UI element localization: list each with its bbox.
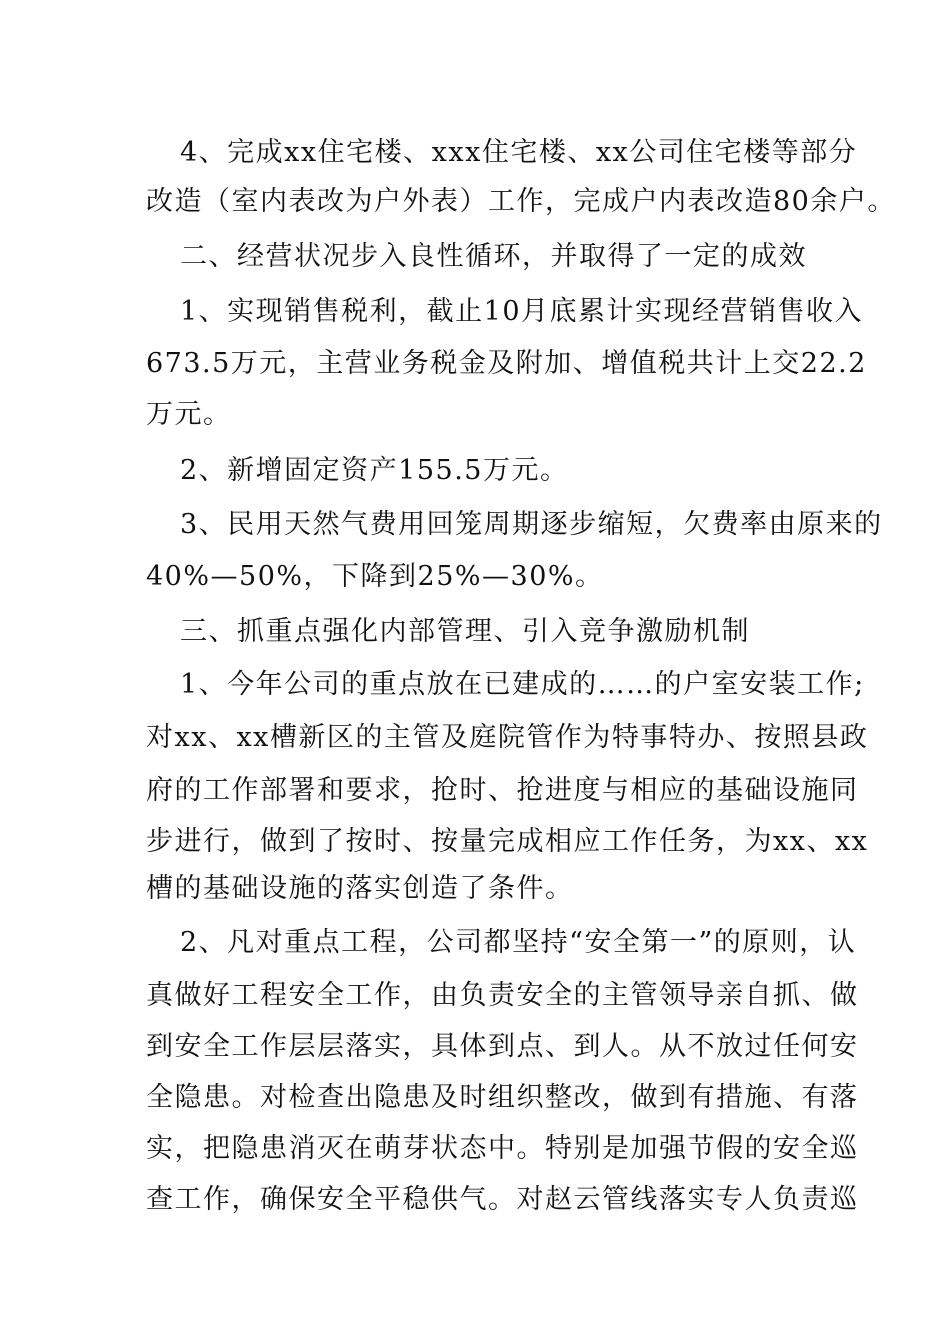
- paragraph-3-1-line-3: 府的工作部署和要求，抢时、抢进度与相应的基础设施同: [146, 775, 859, 806]
- paragraph-3-2-line-5: 实，把隐患消灭在萌芽状态中。特别是加强节假的安全巡: [146, 1133, 859, 1164]
- section-heading-2: 二、经营状况步入良性循环，并取得了一定的成效: [180, 241, 807, 272]
- paragraph-3-1-line-5: 槽的基础设施的落实创造了条件。: [146, 873, 574, 904]
- paragraph-3-2-line-1: 2、凡对重点工程，公司都坚持“安全第一”的原则，认: [180, 927, 857, 958]
- paragraph-2-2: 2、新增固定资产155.5万元。: [180, 455, 569, 486]
- paragraph-3-2-line-2: 真做好工程安全工作，由负责安全的主管领导亲自抓、做: [146, 980, 859, 1011]
- paragraph-2-1-line-2: 673.5万元，主营业务税金及附加、增值税共计上交22.2: [146, 348, 867, 379]
- paragraph-3-1-line-2: 对xx、xx槽新区的主管及庭院管作为特事特办、按照县政: [146, 722, 869, 753]
- paragraph-item-4-line-1: 4、完成xx住宅楼、xxx住宅楼、xx公司住宅楼等部分: [180, 137, 858, 168]
- paragraph-2-3-line-1: 3、民用天然气费用回笼周期逐步缩短，欠费率由原来的: [180, 509, 883, 540]
- paragraph-2-3-line-2: 40%—50%，下降到25%—30%。: [146, 561, 604, 592]
- paragraph-2-1-line-3: 万元。: [146, 399, 232, 430]
- section-heading-3: 三、抓重点强化内部管理、引入竞争激励机制: [180, 616, 750, 647]
- paragraph-3-2-line-4: 全隐患。对检查出隐患及时组织整改，做到有措施、有落: [146, 1082, 859, 1113]
- paragraph-3-1-line-1: 1、今年公司的重点放在已建成的……的户室安装工作;: [180, 669, 865, 700]
- paragraph-3-2-line-6: 查工作，确保安全平稳供气。对赵云管线落实专人负责巡: [146, 1184, 859, 1215]
- paragraph-3-1-line-4: 步进行，做到了按时、按量完成相应工作任务，为xx、xx: [146, 826, 869, 857]
- paragraph-2-1-line-1: 1、实现销售税利，截止10月底累计实现经营销售收入: [180, 296, 864, 327]
- paragraph-3-2-line-3: 到安全工作层层落实，具体到点、到人。从不放过任何安: [146, 1031, 859, 1062]
- paragraph-item-4-line-2: 改造（室内表改为户外表）工作，完成户内表改造80余户。: [146, 186, 896, 217]
